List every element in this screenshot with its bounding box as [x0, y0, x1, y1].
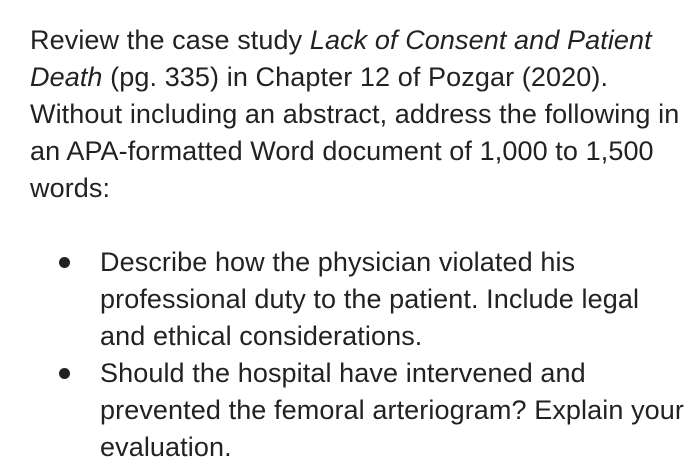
bullet-icon [59, 257, 70, 268]
requirements-list [30, 244, 685, 466]
case-study-title: Lack of Consent and Patient Death [30, 25, 652, 92]
intro-paragraph [30, 22, 685, 207]
list-item [30, 355, 685, 466]
assignment-document [30, 22, 685, 466]
bullet-icon [59, 368, 70, 379]
list-item-text: Should the hospital have intervened and prevented the femoral arteriogram? Explain your evaluation. [100, 358, 684, 462]
intro-text-before: Review the case study [30, 25, 310, 55]
list-item [30, 244, 685, 355]
intro-text-after: (pg. 335) in Chapter 12 of Pozgar (2020). Without including an abstract, address the following in an APA-formatted Word document of 1,000 to 1,500 words: [30, 62, 680, 203]
list-item-text: Describe how the physician violated his professional duty to the patient. Include legal and ethical considerations. [100, 247, 640, 351]
